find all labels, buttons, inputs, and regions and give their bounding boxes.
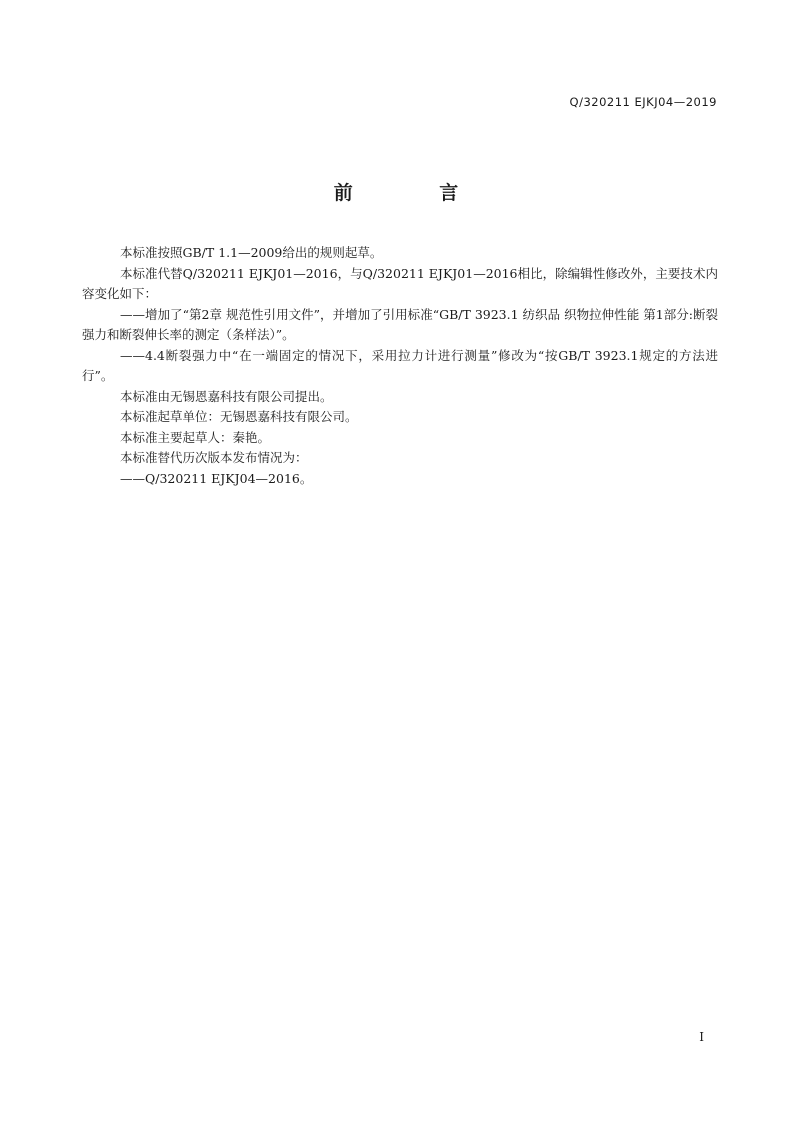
paragraph-change-2: ——4.4断裂强力中“在一端固定的情况下，采用拉力计进行测量”修改为“按GB/T 3923.1规定的方法进行”。	[82, 347, 718, 383]
page-title: 前 言	[333, 182, 499, 204]
foreword-body	[82, 243, 718, 489]
paragraph-drafting-rules: 本标准按照GB/T 1.1—2009给出的规则起草。	[120, 245, 383, 260]
page-number: I	[699, 1030, 704, 1044]
paragraph-replacement: 本标准代替Q/320211 EJKJ01—2016，与Q/320211 EJKJ01—2016相比，除编辑性修改外，主要技术内容变化如下：	[82, 265, 718, 301]
paragraph-history-item: ——Q/320211 EJKJ04—2016。	[120, 470, 313, 486]
paragraph-change-1: ——增加了“第2章 规范性引用文件”，并增加了引用标准“GB/T 3923.1 纺织品 织物拉伸性能 第1部分:断裂强力和断裂伸长率的测定（条样法）”。	[82, 306, 718, 342]
paragraph-drafting-unit: 本标准起草单位：无锡恩嘉科技有限公司。	[120, 409, 358, 424]
paragraph-proposer: 本标准由无锡恩嘉科技有限公司提出。	[120, 388, 333, 404]
document-code: Q/320211 EJKJ04—2019	[569, 95, 717, 109]
paragraph-drafter: 本标准主要起草人：秦艳。	[120, 429, 271, 445]
paragraph-history-intro: 本标准替代历次版本发布情况为：	[120, 450, 308, 465]
